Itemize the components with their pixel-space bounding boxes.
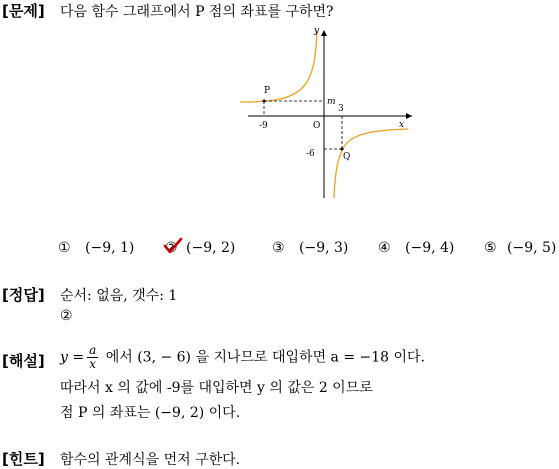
explanation-tag: [해설] (2, 352, 45, 370)
answer-line2: ② (60, 308, 73, 324)
tick-minus9-label: -9 (259, 121, 268, 131)
tick-3-label: 3 (338, 104, 344, 114)
choice-2-mark: ② (165, 240, 178, 256)
choice-2[interactable] (165, 240, 235, 256)
hyperbola-branch-left (240, 30, 317, 102)
y-axis-label: y (314, 26, 320, 36)
choice-5[interactable] (484, 240, 556, 256)
explanation-line1-rest: 에서 (3, − 6) 을 지나므로 대입하면 a = −18 이다. (105, 349, 426, 366)
point-q-label: Q (343, 152, 351, 162)
problem-tag: [문제] (2, 2, 45, 20)
choice-1-mark: ① (58, 240, 71, 256)
choice-4-text: (−9, 4) (405, 240, 455, 256)
origin-label: O (313, 121, 321, 131)
answer-line1: 순서: 없음, 갯수: 1 (60, 288, 178, 304)
fraction-a-over-x (87, 344, 98, 371)
choice-4[interactable] (378, 240, 454, 256)
choice-3[interactable] (272, 240, 348, 256)
choice-2-text: (−9, 2) (186, 240, 236, 256)
problem-text: 다음 함수 그래프에서 P 점의 좌표를 구하면? (60, 4, 334, 20)
x-axis-label: x (399, 120, 405, 130)
point-p (263, 100, 266, 103)
hyperbola-branch-right (334, 129, 408, 198)
choice-3-mark: ③ (272, 240, 285, 256)
choice-4-mark: ④ (378, 240, 391, 256)
choice-5-text: (−9, 5) (507, 240, 557, 256)
choice-3-text: (−9, 3) (299, 240, 349, 256)
point-p-label: P (264, 86, 271, 96)
explanation-line3: 점 P 의 좌표는 (−9, 2) 이다. (60, 405, 241, 421)
point-q (341, 148, 344, 151)
choice-5-mark: ⑤ (484, 240, 497, 256)
fraction-denominator: x (89, 357, 97, 371)
hint-tag: [힌트] (2, 450, 45, 468)
answer-tag: [정답] (2, 286, 45, 304)
fraction-numerator: a (89, 343, 97, 357)
tick-minus6-label: -6 (306, 149, 315, 159)
choice-1[interactable] (58, 240, 134, 256)
x-axis-arrow (406, 113, 412, 119)
explanation-line2: 따라서 x 의 값에 -9를 대입하면 y 의 값은 2 이므로 (60, 380, 373, 396)
explanation-line1 (60, 344, 425, 371)
m-label: m (327, 97, 336, 107)
hyperbola-graph (240, 22, 420, 202)
choice-1-text: (−9, 1) (85, 240, 135, 256)
y-axis-arrow (321, 30, 327, 36)
checkmark-icon (163, 237, 183, 255)
equation-lhs: y = (60, 349, 85, 366)
hint-text: 함수의 관계식을 먼저 구한다. (60, 452, 241, 468)
